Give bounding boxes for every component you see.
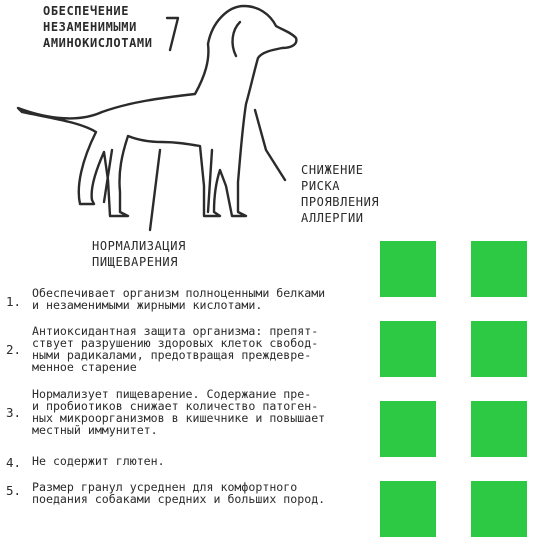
list-text: Нормализует пищеварение. Содержание пре- и пробиотиков снижает количество патоген- ных микроорганизмов в кишечнике и повышает местный иммунитет. [32,387,326,437]
list-number: 2. [6,342,22,357]
green-square [471,321,527,377]
green-square [380,241,436,297]
green-square [380,401,436,457]
callout-line: АЛЛЕРГИИ [301,211,364,225]
callout-line: НЕЗАМЕНИМЫМИ [43,20,137,34]
callout-line: ОБЕСПЕЧЕНИЕ [43,4,130,18]
callout-line: СНИЖЕНИЕ [301,163,364,177]
list-number: 3. [6,405,22,420]
dog-ear [233,22,240,56]
green-square [471,481,527,537]
callout-line: РИСКА [301,179,341,193]
callout-line: ПИЩЕВАРЕНИЯ [92,255,179,269]
green-square [380,481,436,537]
callout-line: АМИНОКИСЛОТАМИ [43,36,153,50]
list-text: Не содержит глютен. [32,454,165,468]
list-number: 5. [6,483,22,498]
dog-leg-line [208,150,212,212]
list-text: Обеспечивает организм полноценными белками и незаменимыми жирными кислотами. [32,286,326,312]
pointer-line-amino [167,18,178,50]
callout-line: ПРОЯВЛЕНИЯ [301,195,380,209]
green-square [471,401,527,457]
callout-line: НОРМАЛИЗАЦИЯ [92,239,186,253]
list-number: 4. [6,455,22,470]
pointer-line-allergy [255,110,285,180]
list-text: Антиоксидантная защита организма: препят- ствует разрушению здоровых клеток свобод- ными радикалами, предотвращая преждевре- менное старение [32,324,319,374]
list-text: Размер гранул усреднен для комфортного поедания собаками средних и больших пород. [32,480,326,506]
green-square [471,241,527,297]
green-square [380,321,436,377]
pointer-line-digestion [150,150,160,230]
list-number: 1. [6,294,22,309]
